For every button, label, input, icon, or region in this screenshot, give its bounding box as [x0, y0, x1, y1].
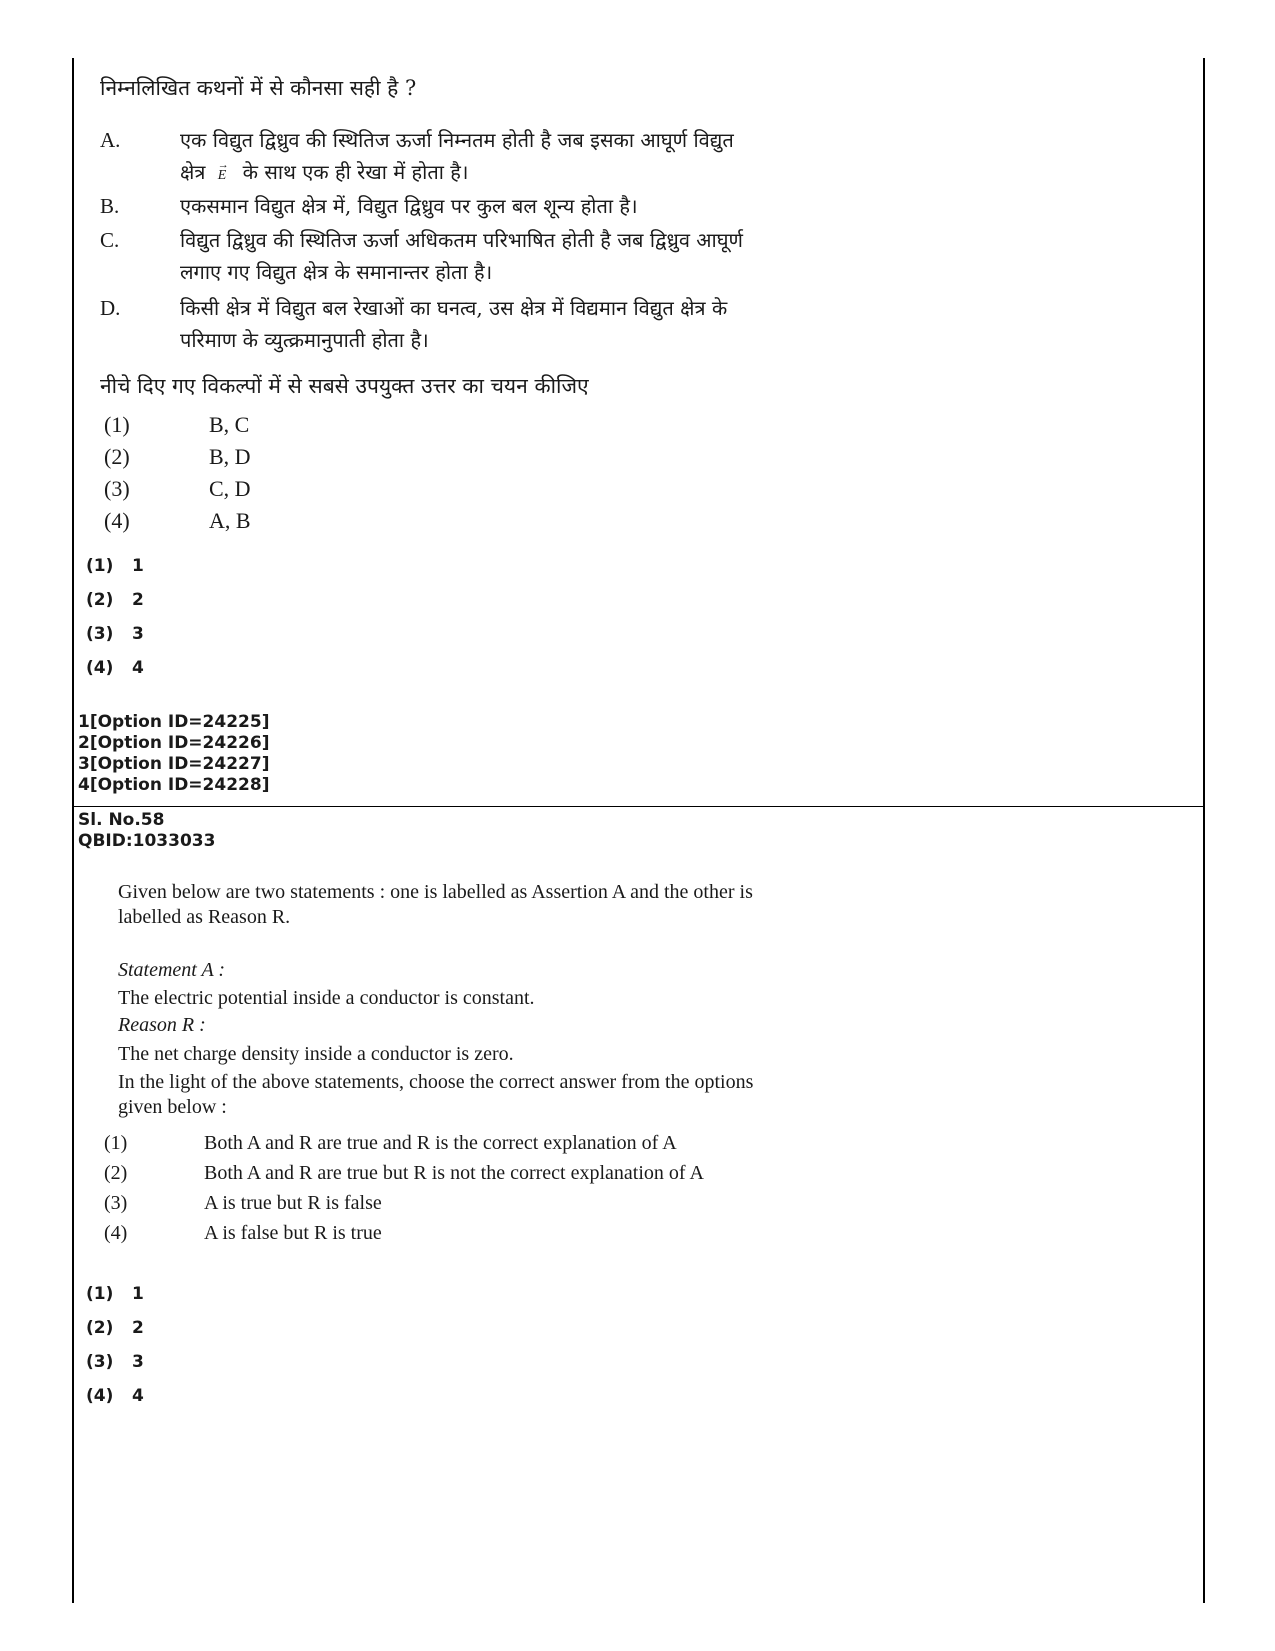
- option-id: 1[Option ID=24225]: [78, 712, 270, 732]
- statement-label: A.: [100, 128, 121, 152]
- answer-choice: (2) B, D: [104, 444, 251, 469]
- reason-r-text: The net charge density inside a conductor is zero.: [118, 1043, 514, 1065]
- qbid: QBID:1033033: [78, 831, 216, 851]
- reason-r-label: Reason R :: [118, 1014, 206, 1036]
- answer-choice: (1) Both A and R are true and R is the correct explanation of A: [104, 1132, 677, 1154]
- right-border: [1203, 58, 1205, 1603]
- option-id: 3[Option ID=24227]: [78, 754, 270, 774]
- option-row[interactable]: (3) 3: [86, 1352, 144, 1372]
- statement-a: [100, 124, 860, 192]
- left-border: [72, 58, 74, 1603]
- choose-instruction: नीचे दिए गए विकल्पों में से सबसे उपयुक्त उत्तर का चयन कीजिए: [100, 374, 589, 398]
- option-row[interactable]: (2) 2: [86, 590, 144, 610]
- option-id: 2[Option ID=24226]: [78, 733, 270, 753]
- option-row[interactable]: (4) 4: [86, 658, 144, 678]
- vector-e: → E: [218, 160, 227, 192]
- serial-number: Sl. No.58: [78, 810, 165, 830]
- statement-text: के साथ एक ही रेखा में होता है।: [242, 160, 469, 184]
- question-divider: [72, 806, 1205, 807]
- answer-choice: (4) A is false but R is true: [104, 1222, 382, 1244]
- statement-b: [100, 190, 860, 222]
- statement-text: परिमाण के व्युत्क्रमानुपाती होता है।: [180, 328, 429, 352]
- option-id: 4[Option ID=24228]: [78, 775, 270, 795]
- option-row[interactable]: (1) 1: [86, 556, 144, 576]
- option-row[interactable]: (3) 3: [86, 624, 144, 644]
- answer-choice: (4) A, B: [104, 508, 251, 533]
- question-intro: Given below are two statements : one is labelled as Assertion A and the other is labelled as Reason R.: [118, 881, 753, 928]
- statement-a-label: Statement A :: [118, 959, 226, 981]
- statement-d: [100, 292, 860, 356]
- statement-text: क्षेत्र: [180, 160, 206, 184]
- choose-instruction: In the light of the above statements, choose the correct answer from the options given below :: [118, 1071, 754, 1118]
- statement-text: लगाए गए विद्युत क्षेत्र के समानान्तर होता है।: [180, 260, 493, 284]
- statement-label: B.: [100, 194, 120, 218]
- statement-text: एक विद्युत द्विध्रुव की स्थितिज ऊर्जा निम्नतम होती है जब इसका आघूर्ण विद्युत: [180, 128, 734, 152]
- answer-choice: (2) Both A and R are true but R is not the correct explanation of A: [104, 1162, 704, 1184]
- statement-text: एकसमान विद्युत क्षेत्र में, विद्युत द्विध्रुव पर कुल बल शून्य होता है।: [180, 194, 638, 218]
- option-row[interactable]: (4) 4: [86, 1386, 144, 1406]
- option-row[interactable]: (1) 1: [86, 1284, 144, 1304]
- statement-text: विद्युत द्विध्रुव की स्थितिज ऊर्जा अधिकतम परिभाषित होती है जब द्विध्रुव आघूर्ण: [180, 228, 744, 252]
- answer-choice: (1) B, C: [104, 412, 250, 437]
- statement-label: C.: [100, 228, 120, 252]
- question-stem: निम्नलिखित कथनों में से कौनसा सही है ?: [100, 76, 417, 100]
- statement-label: D.: [100, 296, 121, 320]
- statement-a-text: The electric potential inside a conductor is constant.: [118, 987, 535, 1009]
- statement-text: किसी क्षेत्र में विद्युत बल रेखाओं का घनत्व, उस क्षेत्र में विद्यमान विद्युत क्षेत्र के: [180, 296, 728, 320]
- option-row[interactable]: (2) 2: [86, 1318, 144, 1338]
- answer-choice: (3) A is true but R is false: [104, 1192, 382, 1214]
- answer-choice: (3) C, D: [104, 476, 251, 501]
- statement-c: [100, 224, 860, 288]
